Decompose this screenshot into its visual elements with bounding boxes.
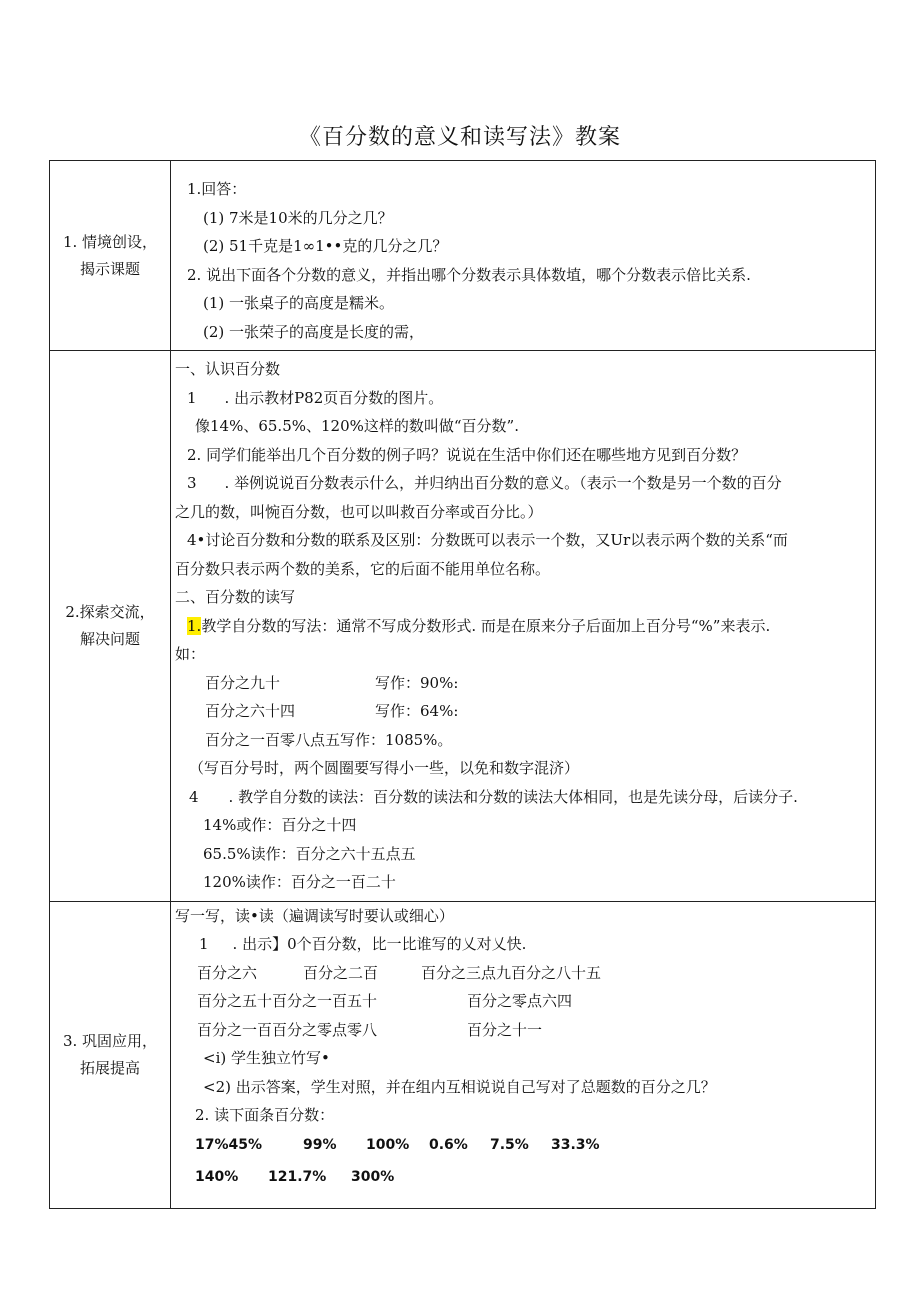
section-label-cell (50, 901, 171, 1208)
percent-item: 140% (195, 1168, 239, 1185)
text-line: 14%或作：百分之十四 (203, 816, 357, 834)
text-line: . 出示教材P82页百分数的图片。 (224, 388, 444, 407)
item-number: 1 (199, 935, 209, 953)
text-line: 120%读作：百分之一百二十 (203, 873, 396, 891)
percent-item: 121.7% (268, 1168, 327, 1185)
text-line: <i) 学生独立竹写• (203, 1049, 330, 1067)
practice-item: 百分之一百百分之零点零八 (197, 1020, 378, 1039)
highlighted-item-number: 1. (187, 616, 202, 635)
percent-item: 0.6% (429, 1136, 468, 1153)
section-heading: 二、百分数的读写 (175, 588, 296, 606)
practice-item: 百分之五十百分之一百五十 (197, 992, 378, 1010)
text-line: (2) 51千克是1∞1••克的几分之几？ (203, 237, 448, 255)
lesson-plan-table (49, 160, 876, 1209)
text-line: 像14%、65.5%、120%这样的数叫做“百分数”. (195, 417, 519, 435)
practice-item: 百分之十一 (467, 1020, 543, 1039)
percent-item: 100% (366, 1136, 410, 1153)
text-line: 百分之一百零八点五写作：1085%。 (205, 730, 453, 749)
percent-item: 300% (351, 1168, 395, 1185)
text-line: (2) 一张荣子的高度是长度的需， (203, 322, 425, 341)
percent-item: 17%45% (195, 1136, 263, 1153)
percent-item: 33.3% (551, 1136, 600, 1153)
text-line: 百分数只表示两个数的美系，它的后面不能用单位名称。 (175, 559, 551, 578)
section-row-3 (50, 901, 876, 1208)
section-heading: 一、认识百分数 (175, 360, 281, 378)
item-number: 1 (187, 388, 197, 407)
section-label: 2.探索交流，解决问题 (65, 602, 155, 648)
text-line: 4•讨论百分数和分数的联系及区别：分数既可以表示一个数，又Ur以表示两个数的关系“而 (187, 531, 788, 549)
text-line: 如： (175, 645, 206, 663)
item-number: 4 (189, 787, 199, 806)
example-written: 写作：64%: (375, 702, 459, 720)
practice-item: 百分之三点九百分之八十五 (421, 963, 602, 982)
section-row-1 (50, 161, 876, 351)
section-label-cell (50, 161, 171, 351)
text-line: 2. 读下面条百分数： (195, 1106, 335, 1124)
text-line: 教学自分数的写法：通常不写成分数形式. 而是在原来分子后面加上百分号“%”来表示. (201, 616, 771, 635)
example-word: 百分之六十四 (205, 702, 296, 720)
section-row-2 (50, 351, 876, 902)
text-line: . 教学自分数的读法：百分数的读法和分数的读法大体相同，也是先读分母，后读分子. (228, 787, 798, 806)
practice-item: 百分之六 (197, 963, 258, 982)
text-line: 1.回答： (187, 180, 247, 198)
text-line: (1) 7米是10米的几分之几？ (203, 208, 393, 227)
section-label-cell (50, 351, 171, 902)
practice-item: 百分之零点六四 (467, 992, 573, 1010)
section-content-cell (171, 351, 876, 902)
text-line: 2. 同学们能举出几个百分数的例子吗？说说在生活中你们还在哪些地方见到百分数？ (187, 445, 747, 464)
percent-item: 99% (303, 1136, 337, 1153)
text-line: 写一写，读•读（遍调读写时要认或细心） (175, 906, 454, 925)
text-line: 之几的数，叫惋百分数，也可以叫救百分率或百分比。） (175, 502, 543, 521)
practice-item: 百分之二百 (303, 963, 379, 982)
note-line: （写百分号时，两个圆圈要写得小一些，以免和数字混济） (189, 759, 580, 777)
percent-item: 7.5% (490, 1136, 529, 1153)
text-line: . 举例说说百分数表示什么，并归纳出百分数的意义。（表示一个数是另一个数的百分 (224, 474, 782, 492)
section-content-cell (171, 161, 876, 351)
item-number: 3 (187, 474, 197, 492)
section-content-cell (171, 901, 876, 1208)
section-label: 1. 情境创设，揭示课题 (62, 232, 158, 278)
text-line: 65.5%读作：百分之六十五点五 (203, 844, 416, 863)
text-line: <2) 出示答案，学生对照，并在组内互相说说自己写对了总题数的百分之几？ (203, 1077, 716, 1096)
example-word: 百分之九十 (205, 673, 281, 692)
example-written: 写作：90%: (375, 673, 459, 692)
section-label: 3. 巩固应用，拓展提高 (62, 1031, 158, 1077)
text-line: . 出示】0个百分数，比一比谁写的乂对乂快. (232, 935, 527, 953)
text-line: 2. 说出下面各个分数的意义，并指出哪个分数表示具体数埴，哪个分数表示倍比关系. (187, 265, 751, 284)
text-line: (1) 一张桌子的高度是糯米。 (203, 294, 395, 312)
document-title: 《百分数的意义和读写法》教案 (298, 125, 621, 150)
